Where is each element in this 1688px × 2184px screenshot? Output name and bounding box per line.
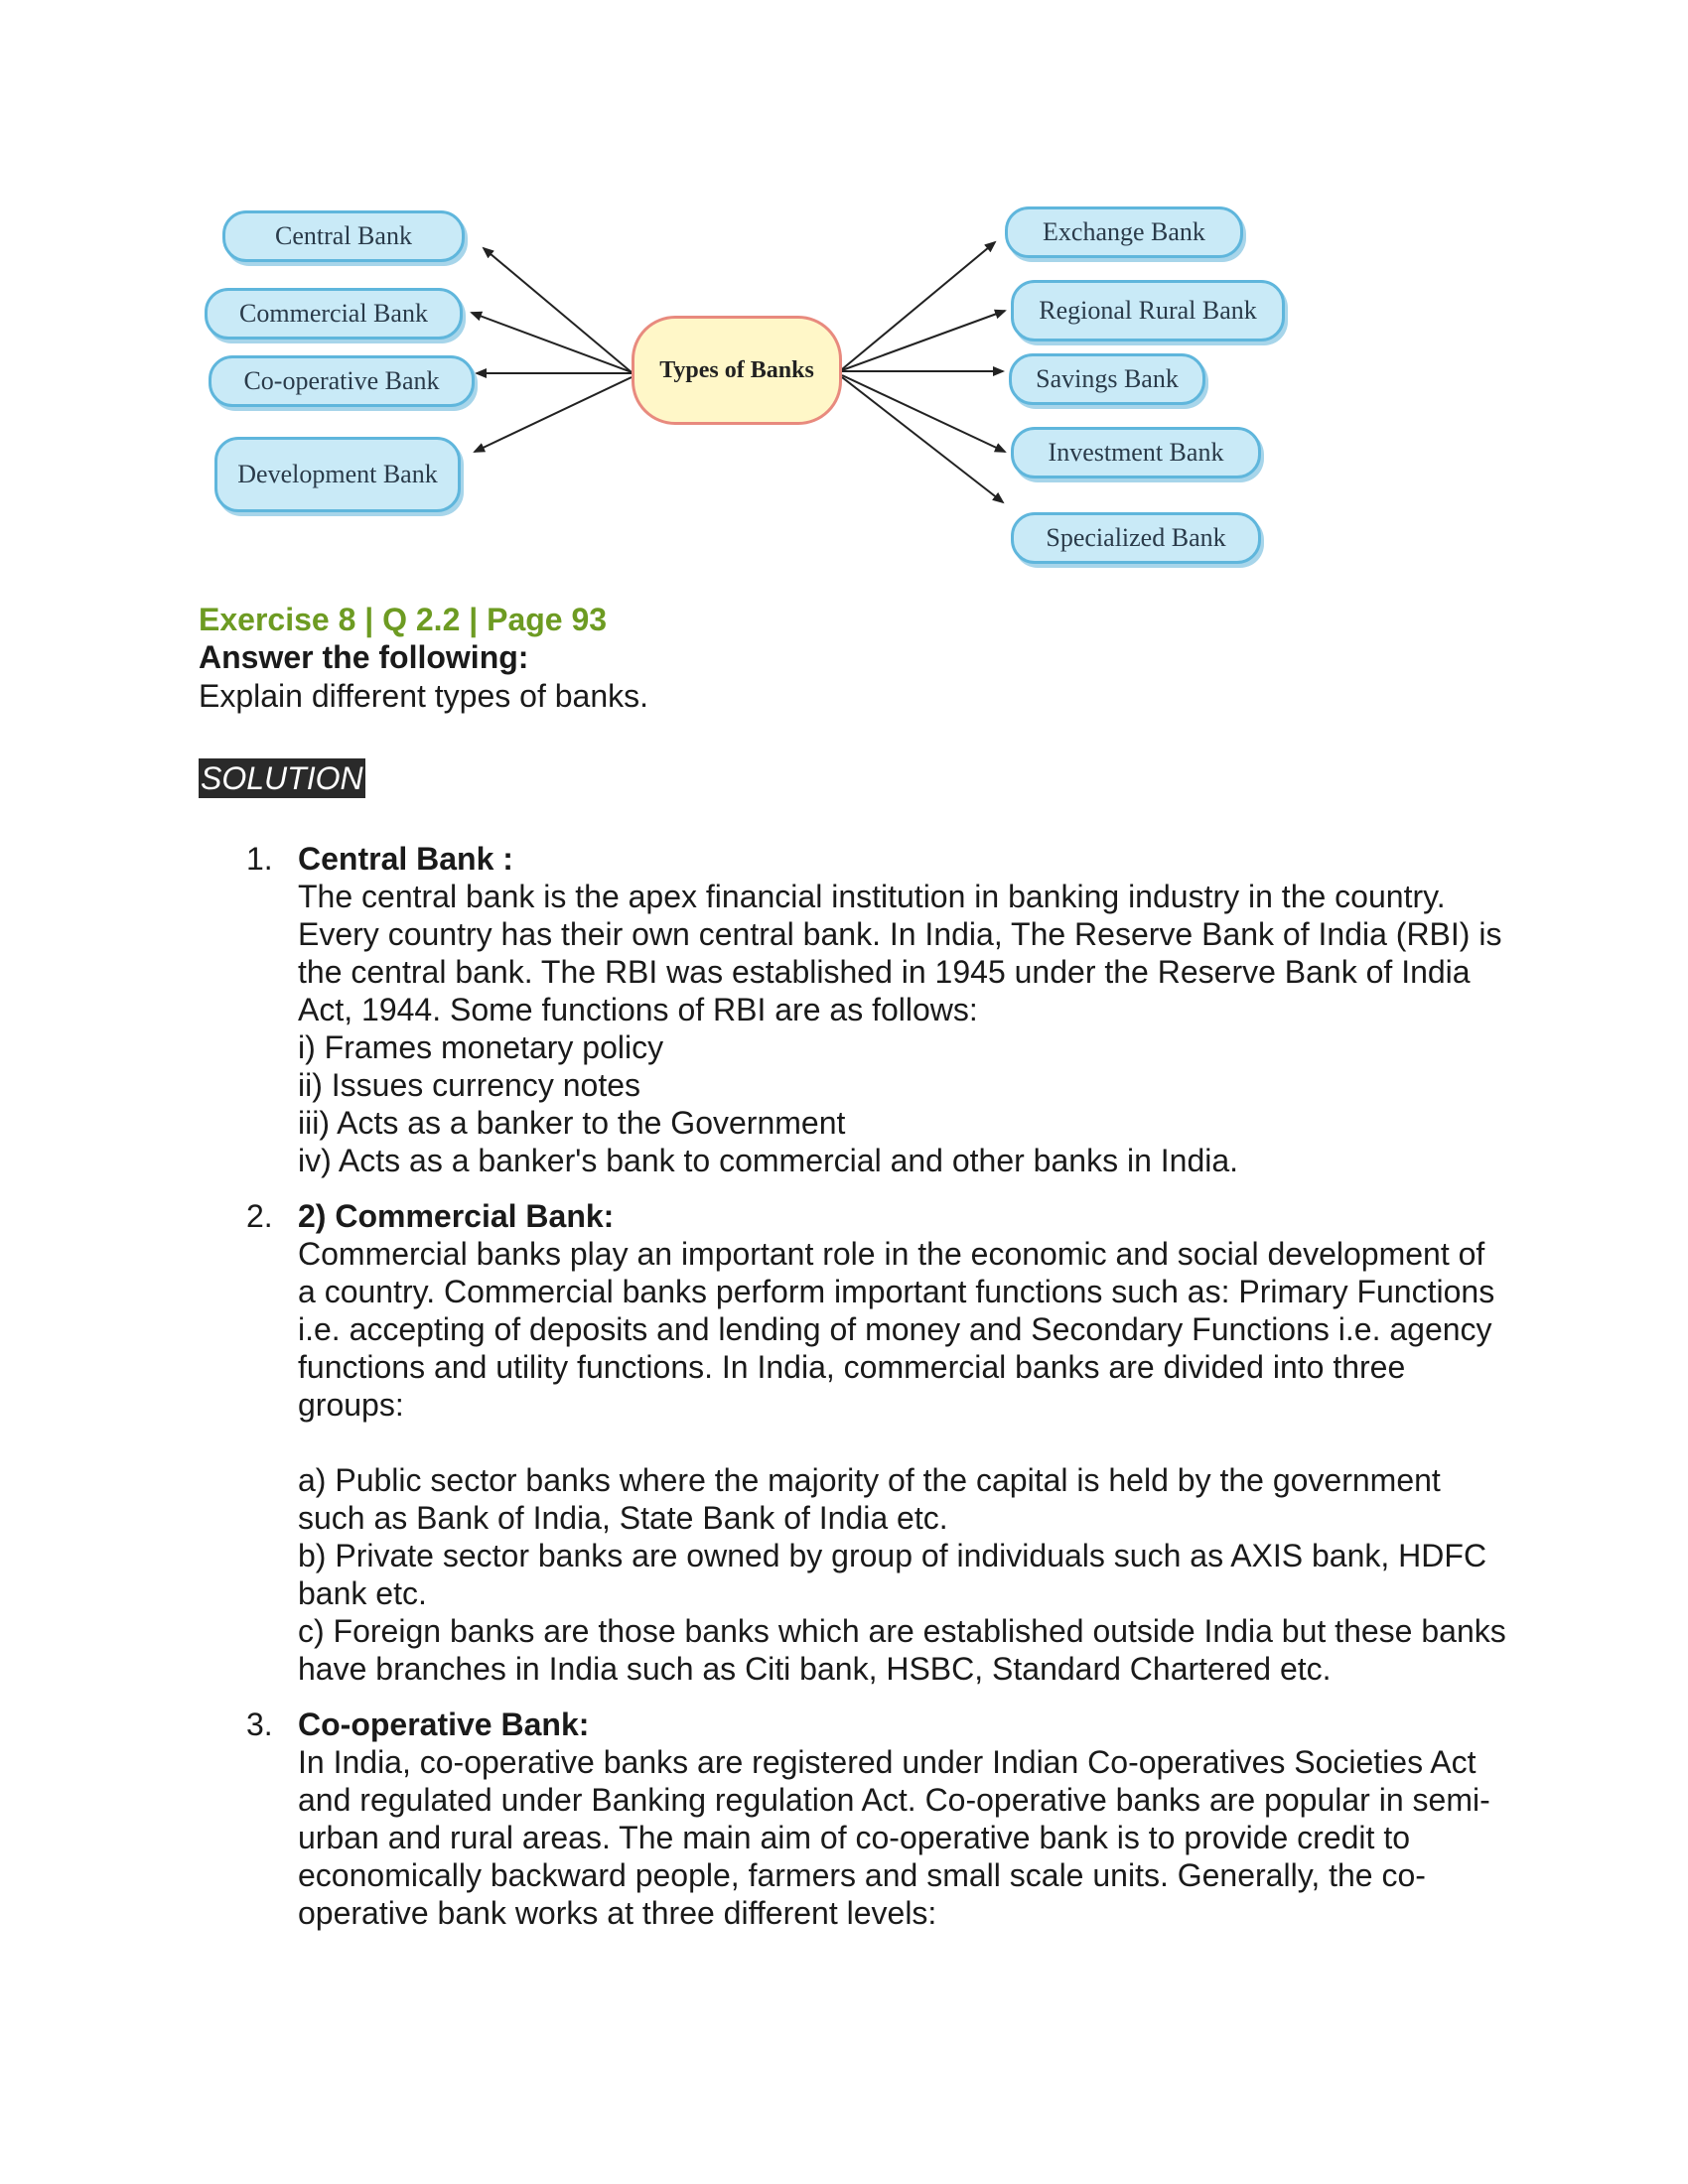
item-number: 3. bbox=[246, 1706, 273, 1742]
item-paragraph: In India, co-operative banks are registered under Indian Co-operatives Societies Act and regulated under Banking regulation Act. Co-operative banks are popular in semi-urban and rural areas. The main aim of co-operative bank is to provide credit to economically backward people, farmers and small scale units. Generally, the co-operative bank works at three different levels: bbox=[298, 1744, 1490, 1931]
instruction-heading: Answer the following: bbox=[199, 639, 529, 675]
item-heading: Central Bank : bbox=[298, 841, 513, 877]
node-label: Development Bank bbox=[237, 460, 438, 488]
solution-label: SOLUTION bbox=[201, 760, 363, 796]
center-node bbox=[632, 316, 842, 425]
item-number: 1. bbox=[246, 841, 273, 877]
item-paragraph: The central bank is the apex financial institution in banking industry in the country. Every country has their own central bank. In India, The Reserve Bank of India (RBI) is the central bank. The RBI was established in 1945 under the Reserve Bank of India Act, 1944. Some functions of RBI are as follows: bbox=[298, 879, 1502, 1027]
node-label: Savings Bank bbox=[1036, 364, 1179, 393]
node-exchange-bank bbox=[1005, 206, 1243, 258]
list-item bbox=[199, 1197, 1509, 1688]
item-heading: 2) Commercial Bank: bbox=[298, 1198, 615, 1234]
item-point: iii) Acts as a banker to the Government bbox=[298, 1105, 846, 1141]
node-label: Regional Rural Bank bbox=[1039, 296, 1257, 325]
item-paragraph: Commercial banks play an important role in the economic and social development of a country. Commercial banks perform important functions such as: Primary Functions i.e. accepting of deposits and lending of money and Secondary Functions i.e. agency functions and utility functions. In India, commercial banks are divided into three groups: bbox=[298, 1236, 1495, 1423]
question-text: Explain different types of banks. bbox=[199, 678, 649, 714]
node-specialized-bank bbox=[1011, 512, 1261, 564]
node-label: Investment Bank bbox=[1048, 438, 1224, 467]
spacer bbox=[298, 1424, 1509, 1461]
node-label: Commercial Bank bbox=[239, 299, 428, 328]
item-point: a) Public sector banks where the majority of the capital is held by the government such as Bank of India, State Bank of India etc. bbox=[298, 1462, 1441, 1536]
node-commercial-bank bbox=[205, 288, 463, 340]
node-development-bank bbox=[214, 437, 461, 512]
item-point: b) Private sector banks are owned by group of individuals such as AXIS bank, HDFC bank etc. bbox=[298, 1538, 1487, 1611]
node-label: Exchange Bank bbox=[1043, 217, 1205, 246]
item-point: iv) Acts as a banker's bank to commercial and other banks in India. bbox=[298, 1143, 1239, 1178]
node-co-operative-bank bbox=[209, 355, 475, 407]
solution-list bbox=[199, 840, 1509, 1932]
arrow-to-exchange-bank bbox=[842, 242, 995, 369]
center-node-label: Types of Banks bbox=[659, 356, 814, 383]
list-item bbox=[199, 840, 1509, 1179]
item-point: ii) Issues currency notes bbox=[298, 1067, 641, 1103]
item-number: 2. bbox=[246, 1198, 273, 1234]
node-savings-bank bbox=[1009, 353, 1205, 405]
node-label: Specialized Bank bbox=[1046, 523, 1226, 552]
arrow-to-central-bank bbox=[484, 248, 632, 372]
node-central-bank bbox=[222, 210, 465, 262]
node-label: Co-operative Bank bbox=[243, 366, 440, 395]
node-investment-bank bbox=[1011, 427, 1261, 478]
arrow-to-regional-rural-bank bbox=[842, 311, 1005, 370]
arrow-to-development-bank bbox=[475, 377, 632, 452]
node-label: Central Bank bbox=[275, 221, 412, 250]
item-point: c) Foreign banks are those banks which are established outside India but these banks have branches in India such as Citi bank, HSBC, Standard Chartered etc. bbox=[298, 1613, 1506, 1687]
exercise-reference: Exercise 8 | Q 2.2 | Page 93 bbox=[199, 602, 608, 637]
item-heading: Co-operative Bank: bbox=[298, 1706, 590, 1742]
item-point: i) Frames monetary policy bbox=[298, 1029, 664, 1065]
types-of-banks-diagram bbox=[0, 0, 1688, 596]
arrow-to-commercial-bank bbox=[472, 313, 632, 372]
list-item bbox=[199, 1706, 1509, 1932]
node-regional-rural-bank bbox=[1011, 280, 1285, 341]
